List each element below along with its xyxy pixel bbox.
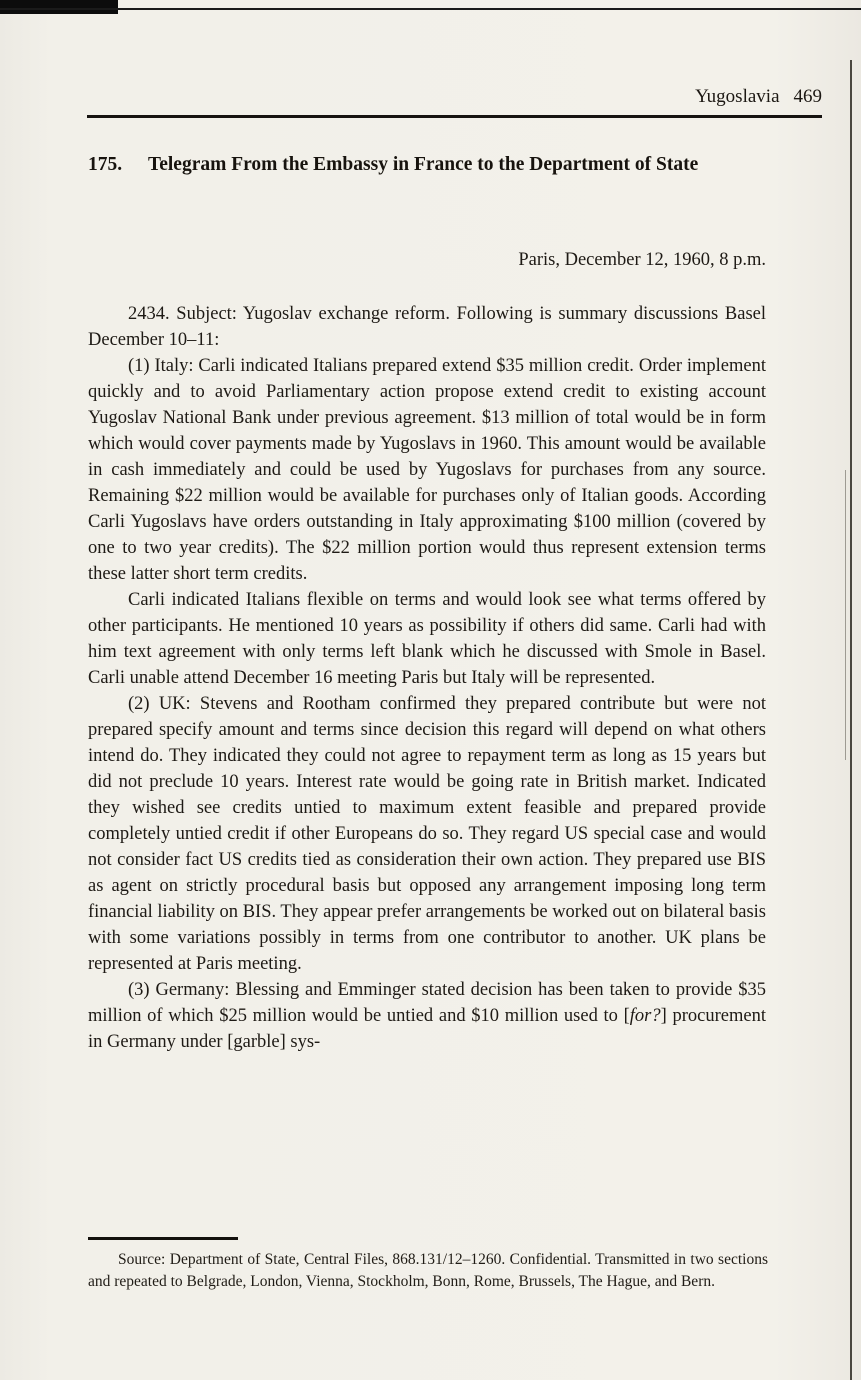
running-head	[88, 86, 822, 108]
text-run: (1) Italy: Carli indicated Italians prepared extend $35 million credit. Order implement quickly and to avoid Parliamentary action propose extend credit to existing account Yugoslav National Bank under previous agreement. $13 million of total would be in form which would cover payments made by Yugoslavs in 1960. This amount would be available in cash immediately and could be used by Yugoslavs for purchases from any source. Remaining $22 million would be available for purchases only of Italian goods. According Carli Yugoslavs have orders outstanding in Italy approximating $100 million (covered by one to two year credits). The $22 million portion would thus represent extension terms these latter short term credits.	[88, 356, 766, 584]
scan-artifact-page-edge-line-secondary	[845, 470, 846, 760]
source-footnote: Source: Department of State, Central Files, 868.131/12–1260. Confidential. Transmitted in two sections and repeated to Belgrade, London, Vienna, Stockholm, Bonn, Rome, Brussels, The Hague, and Bern.	[88, 1251, 768, 1290]
running-title: Yugoslavia	[695, 86, 780, 107]
header-rule	[87, 115, 822, 118]
text-run: 2434. Subject: Yugoslav exchange reform. Following is summary discussions Basel December 10–11:	[88, 304, 766, 350]
document-number: 175.	[88, 154, 123, 175]
paragraph	[88, 977, 766, 1055]
page-number: 469	[793, 86, 822, 107]
document-heading	[88, 150, 768, 180]
text-run: (3) Germany: Blessing and Emminger stated decision has been taken to provide $35 million of which $25 million would be untied and $10 million used to [	[88, 980, 766, 1026]
footnote-rule	[88, 1237, 238, 1240]
text-run: Carli indicated Italians flexible on terms and would look see what terms offered by other participants. He mentioned 10 years as possibility if others did same. Carli had with him text agreement with only terms left blank which he discussed with Smole in Basel. Carli unable attend December 16 meeting Paris but Italy will be represented.	[88, 590, 766, 688]
dateline: Paris, December 12, 1960, 8 p.m.	[518, 250, 766, 270]
document-body	[88, 301, 766, 1055]
scan-artifact-top-bar	[0, 0, 118, 14]
document-title: Telegram From the Embassy in France to the Department of State	[148, 154, 699, 175]
scan-artifact-top-line	[0, 8, 861, 10]
text-run: ] procurement in Germany under [garble] sys-	[88, 1006, 766, 1052]
paragraph	[88, 587, 766, 691]
paragraph	[88, 301, 766, 353]
scan-artifact-page-edge-line	[850, 60, 852, 1380]
editorial-insertion: for?	[629, 1006, 661, 1026]
text-run: (2) UK: Stevens and Rootham confirmed they prepared contribute but were not prepared specify amount and terms since decision this regard will depend on what others intend do. They indicated they could not agree to repayment term as long as 15 years but did not preclude 10 years. Interest rate would be going rate in British market. Indicated they wished see credits untied to maximum extent feasible and prepared provide completely untied credit if other Europeans do so. They regard US special case and would not consider fact US credits tied as consideration their own action. They prepared use BIS as agent on strictly procedural basis but opposed any arrangement imposing long term financial liability on BIS. They appear prefer arrangements be worked out on bilateral basis with some variations possibly in terms from one contributor to another. UK plans be represented at Paris meeting.	[88, 694, 766, 974]
paragraph	[88, 353, 766, 587]
paragraph	[88, 691, 766, 977]
